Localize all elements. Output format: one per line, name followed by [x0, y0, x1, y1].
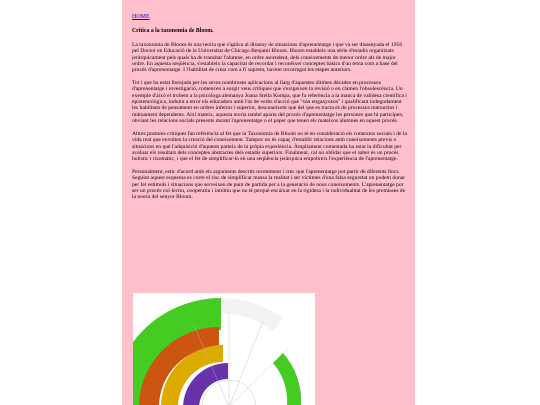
wheel-ring-right [273, 353, 301, 405]
page-background [122, 0, 415, 405]
bloom-wheel-graphic [133, 293, 315, 405]
article-title: Crítica a la taxonomia de Bloom. [132, 28, 214, 35]
bloom-wheel-image [133, 293, 315, 405]
article-paragraph-3: Altres postures crítiques fan referència al fet que la Taxonomia de Bloom no té en consideració els contextos socials i de la vida real que envolten la creació del coneixement. Tampoc no és capaç d'establir relacions amb coneixements previs o situacions en què l'adquisició d'aquests parteix de la pròpia experiència. Àmpliament comentada ha estat la dificultat per avaluar els resultats dels conceptes abstractes dels estadis superiors. Finalment, cal no oblidar que el saber és un procés holístic i rizomàtic, i que el fet de simplificar-lo en una seqüència jeràrquica empobreix l'experiència de l'aprenentatge. [132, 130, 407, 163]
home-link[interactable]: HOME [132, 14, 150, 20]
article-paragraph-2: Tot i que ha estat llorejada per les seves nombroses aplicacions al llarg d'aquestes últimes dècades en processos d'aprenentatge i investigació, comencen a sorgir veus crítiques que s'exigeixen la revisió o en clamen l'obsolescència. Un exemple d'això el trobem a la psicòloga alemanya Joana Stella Kompa, que fa referència a la manca de validesa científica i epistemològica, induint a error els educadors amb l'ús de verbs d'acció que "són enganyosos" i qualificant indegudament les habilitats de pensament en ordres inferior i superior, desconeixent que del que es tracta és de processos interactius i mútuament dependents. Així mateix, aquesta teoria també aparta del procés d'aprenentatge les persones que hi participen, obviant les relacions socials presents durant l'aprenentatge o el paper que tenen els mateixos alumnes en aquest procés. [132, 79, 407, 125]
article-content [132, 14, 407, 207]
article-paragraph-1: La taxonomia de Bloom és una teoria que s'aplica al disseny de situacions d'aprenentatge i que va ser dissenyada el 1956 pel Doctor en Educació de la Universitat de Chicago Benjamí Bloom. Bloom estableix una sèrie d'estadis organitzats jeràrquicament pels quals ha de transitar l'alumne, en ordre ascendent, dels coneixements de menor ordre als de major ordre. En aquesta seqüència, s'estableix la capacitat de recordar i reconèixer conceptes bàsics d'un tema com a base del procés d'aprenentatge. I l'habilitat de crear com a fi suprem, havent recorregut les etapes anteriors. [132, 41, 403, 74]
article-paragraph-4: Personalment, estic d'acord amb els arguments descrits recentment i crec que l'aprenentatge pot partir de diferents llocs. Seguint aquest esquema es corre el risc de simplificar massa la realitat i ser víctimes d'una falsa seguretat on podem donar per fet estímuls i situacions que serveixen de punt de partida per a la generació de nous coneixements. L'aprenentatge pot ser un procés col·lectiu, cooperatiu i intuïtiu que no té perquè encaixar en la rigidesa i la individualitat de les premisses de la teoria del senyor Bloom. [132, 168, 406, 201]
wheel-ring-outer-top [221, 298, 283, 331]
